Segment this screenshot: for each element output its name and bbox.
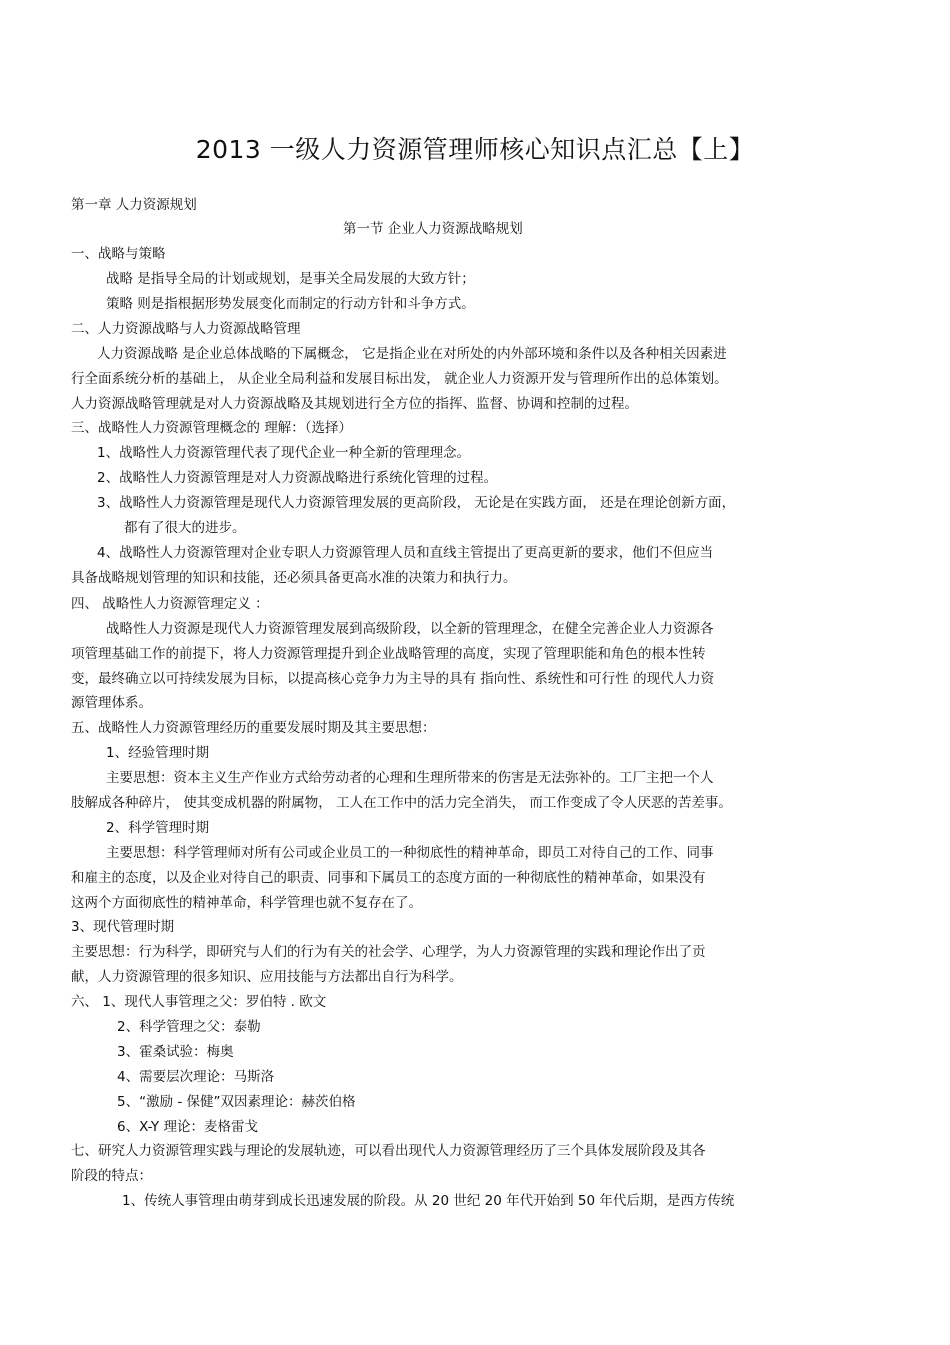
list-item: 1、传统人事管理由萌芽到成长迅速发展的阶段。从 20 世纪 20 年代开始到 50 年代后期，是西方传统 — [122, 1193, 735, 1209]
subheading: 2、科学管理时期 — [106, 820, 210, 836]
list-item: 4、需要层次理论：马斯洛 — [117, 1069, 275, 1085]
list-item: 2、战略性人力资源管理是对人力资源战略进行系统化管理的过程。 — [97, 470, 498, 486]
list-item-continued: 具备战略规划管理的知识和技能，还必须具备更高水准的决策力和执行力。 — [71, 570, 517, 586]
list-item: 3、战略性人力资源管理是现代人力资源管理发展的更高阶段， 无论是在实践方面， 还是在理论创新方面， — [97, 495, 736, 511]
subheading: 3、现代管理时期 — [71, 919, 175, 935]
paragraph-line: 变，最终确立以可持续发展为目标，以提高核心竞争力为主导的具有 指向性、系统性和可行性 的现代人力资 — [71, 671, 715, 687]
chapter-heading: 第一章 人力资源规划 — [71, 197, 197, 213]
paragraph-line: 源管理体系。 — [71, 695, 152, 711]
heading-3: 三、战略性人力资源管理概念的 理解：（选择） — [71, 420, 353, 436]
paragraph-line: 行全面系统分析的基础上， 从企业全局利益和发展目标出发， 就企业人力资源开发与管理所作出的总体策划。 — [71, 371, 728, 387]
heading-6: 六、 1、现代人事管理之父：罗伯特 . 欧文 — [71, 994, 327, 1010]
paragraph-line: 主要思想：科学管理师对所有公司或企业员工的一种彻底性的精神革命，即员工对待自己的工作、同事 — [106, 845, 714, 861]
heading-7: 七、研究人力资源管理实践与理论的发展轨迹，可以看出现代人力资源管理经历了三个具体发展阶段及其各 — [71, 1143, 706, 1159]
paragraph-line: 主要思想：资本主义生产作业方式给劳动者的心理和生理所带来的伤害是无法弥补的。工厂主把一个人 — [106, 770, 714, 786]
paragraph-line: 人力资源战略 是企业总体战略的下属概念， 它是指企业在对所处的内外部环境和条件以及各种相关因素进 — [97, 346, 727, 362]
list-item: 5、“激励 - 保健”双因素理论：赫茨伯格 — [117, 1094, 356, 1110]
paragraph-line: 战略 是指导全局的计划或规划，是事关全局发展的大致方针； — [106, 271, 475, 287]
paragraph-line: 战略性人力资源是现代人力资源管理发展到高级阶段，以全新的管理理念，在健全完善企业人力资源各 — [106, 621, 714, 637]
paragraph-line: 阶段的特点： — [71, 1168, 152, 1184]
paragraph-line: 项管理基础工作的前提下，将人力资源管理提升到企业战略管理的高度，实现了管理职能和角色的根本性转 — [71, 646, 706, 662]
list-item: 4、战略性人力资源管理对企业专职人力资源管理人员和直线主管提出了更高更新的要求，他们不但应当 — [97, 545, 714, 561]
list-item-continued: 都有了很大的进步。 — [124, 520, 246, 536]
paragraph-line: 策略 则是指根据形势发展变化而制定的行动方针和斗争方式。 — [106, 296, 475, 312]
paragraph-line: 人力资源战略管理就是对人力资源战略及其规划进行全方位的指挥、监督、协调和控制的过程。 — [71, 396, 638, 412]
document-title: 2013 一级人力资源管理师核心知识点汇总【上】 — [195, 135, 755, 164]
paragraph-line: 主要思想：行为科学，即研究与人们的行为有关的社会学、心理学，为人力资源管理的实践和理论作出了贡 — [71, 944, 706, 960]
heading-5: 五、战略性人力资源管理经历的重要发展时期及其主要思想： — [71, 720, 436, 736]
list-item: 6、X-Y 理论：麦格雷戈 — [117, 1119, 258, 1135]
paragraph-line: 肢解成各种碎片， 使其变成机器的附属物， 工人在工作中的活力完全消失， 而工作变成了令人厌恶的苦差事。 — [71, 795, 732, 811]
subheading: 1、经验管理时期 — [106, 745, 210, 761]
section-heading: 第一节 企业人力资源战略规划 — [343, 221, 523, 237]
paragraph-line: 这两个方面彻底性的精神革命，科学管理也就不复存在了。 — [71, 895, 422, 911]
list-item: 3、霍桑试验：梅奥 — [117, 1044, 234, 1060]
list-item: 2、科学管理之父：泰勒 — [117, 1019, 261, 1035]
heading-1: 一、战略与策略 — [71, 246, 166, 262]
heading-4: 四、 战略性人力资源管理定义 ： — [71, 596, 269, 612]
paragraph-line: 和雇主的态度，以及企业对待自己的职责、同事和下属员工的态度方面的一种彻底性的精神革命，如果没有 — [71, 870, 706, 886]
heading-2: 二、人力资源战略与人力资源战略管理 — [71, 321, 301, 337]
paragraph-line: 献，人力资源管理的很多知识、应用技能与方法都出自行为科学。 — [71, 969, 463, 985]
list-item: 1、战略性人力资源管理代表了现代企业一种全新的管理理念。 — [97, 445, 471, 461]
